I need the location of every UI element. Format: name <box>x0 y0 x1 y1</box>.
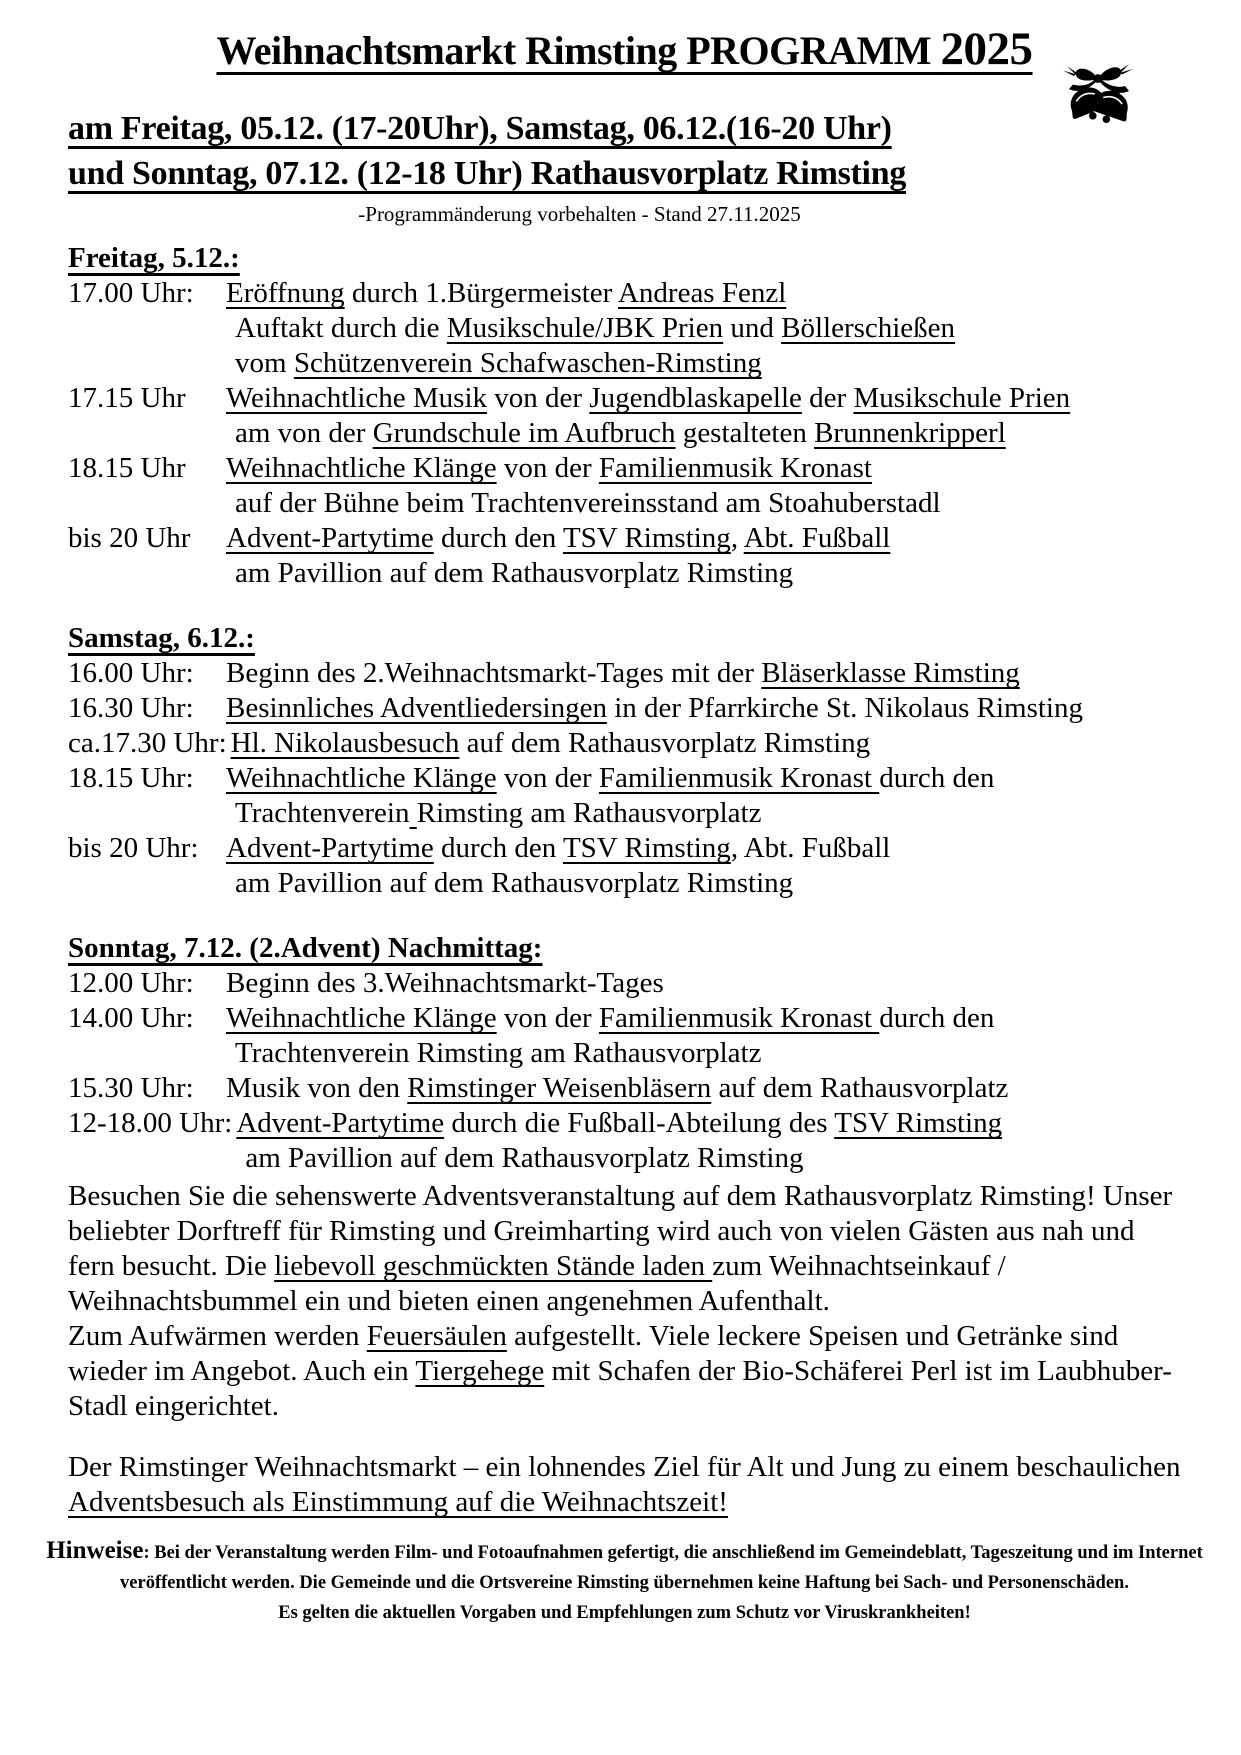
event-line: Advent-Partytime durch den TSV Rimsting, Abt. Fußball <box>226 522 891 555</box>
event-line: Musik von den Rimstinger Weisenbläsern auf dem Rathausvorplatz <box>226 1072 1009 1105</box>
hints-line: Es gelten die aktuellen Vorgaben und Empfehlungen zum Schutz vor Viruskrankheiten! <box>278 1603 971 1624</box>
event-line: Advent-Partytime durch den TSV Rimsting, Abt. Fußball <box>226 832 891 865</box>
event-line: Auftakt durch die Musikschule/JBK Prien und Böllerschießen <box>235 312 956 345</box>
event-line: Beginn des 2.Weihnachtsmarkt-Tages mit der Bläserklasse Rimsting <box>226 657 1020 690</box>
event-description <box>226 1001 1181 1071</box>
event-line: am Pavillion auf dem Rathausvorplatz Rimsting <box>235 867 794 900</box>
event-description <box>226 1071 1181 1106</box>
section-heading: Samstag, 6.12.: <box>68 622 255 655</box>
event-line: Trachtenverein Rimsting am Rathausvorplatz <box>235 797 762 830</box>
body-paragraph: Zum Aufwärmen werden Feuersäulen aufgestellt. Viele leckere Speisen und Getränke sind wieder im Angebot. Auch ein Tiergehege mit Schafen der Bio-Schäferei Perl ist im Laubhuber-Stadl eingerichtet. <box>68 1320 1172 1423</box>
event-time: 17.15 Uhr <box>68 382 186 415</box>
hints-line <box>44 1536 1205 1568</box>
section-heading: Sonntag, 7.12. (2.Advent) Nachmittag: <box>68 932 543 965</box>
schedule-row <box>68 656 1181 691</box>
event-description <box>236 1106 1181 1176</box>
program-change-notice: -Programmänderung vorbehalten - Stand 27.11.2025 <box>358 202 801 227</box>
event-dates-heading <box>68 106 1181 196</box>
event-time: 15.30 Uhr: <box>68 1072 194 1105</box>
event-description <box>231 726 1181 761</box>
event-time: 17.00 Uhr: <box>68 277 194 310</box>
page-title <box>68 22 1181 76</box>
event-line: Weihnachtliche Klänge von der Familienmusik Kronast durch den <box>226 1002 995 1035</box>
event-line: Hl. Nikolausbesuch auf dem Rathausvorplatz Rimsting <box>230 727 871 760</box>
event-line: Weihnachtliche Klänge von der Familienmusik Kronast <box>226 452 872 485</box>
body-paragraph: Besuchen Sie die sehenswerte Adventsveranstaltung auf dem Rathausvorplatz Rimsting! Unser beliebter Dorftreff für Rimsting und Greimharting wird auch von vielen Gästen aus nah und fern besucht. Die liebevoll geschmückten Stände laden zum Weihnachtseinkauf / Weihnachtsbummel ein und bieten einen angenehmen Aufenthalt. <box>68 1180 1173 1318</box>
event-description <box>226 656 1181 691</box>
schedule-row <box>68 831 1181 901</box>
section-heading: Freitag, 5.12.: <box>68 242 240 275</box>
event-line: Beginn des 3.Weihnachtsmarkt-Tages <box>226 967 664 1000</box>
event-description <box>226 451 1181 521</box>
hints-line: veröffentlicht werden. Die Gemeinde und die Ortsvereine Rimsting übernehmen keine Haftung bei Sach- und Personenschäden. <box>120 1573 1129 1594</box>
event-time: 16.30 Uhr: <box>68 692 194 725</box>
title-year: 2025 <box>940 23 1033 75</box>
section-sonntag <box>68 931 1181 1176</box>
subtitle-line-2: und Sonntag, 07.12. (12-18 Uhr) Rathausvorplatz Rimsting <box>68 155 907 193</box>
bells-icon <box>1046 64 1150 144</box>
closing-paragraph: Der Rimstinger Weihnachtsmarkt – ein lohnendes Ziel für Alt und Jung zu einem beschaulichen Adventsbesuch als Einstimmung auf die Weihnachtszeit! <box>68 1451 1181 1519</box>
event-line: am von der Grundschule im Aufbruch gestalteten Brunnenkripperl <box>235 417 1006 450</box>
schedule-row <box>68 1071 1181 1106</box>
event-line: Weihnachtliche Musik von der Jugendblaskapelle der Musikschule Prien <box>226 382 1071 415</box>
event-time: 18.15 Uhr <box>68 452 186 485</box>
hints-footer <box>44 1536 1205 1628</box>
schedule-row <box>68 761 1181 831</box>
schedule-row <box>68 966 1181 1001</box>
event-line: Weihnachtliche Klänge von der Familienmusik Kronast durch den <box>226 762 995 795</box>
hints-label: Hinweise <box>46 1537 144 1565</box>
hints-text: : Bei der Veranstaltung werden Film- und Fotoaufnahmen gefertigt, die anschließend im Gemeindeblatt, Tageszeitung und im Internet <box>143 1543 1203 1564</box>
event-line: Trachtenverein Rimsting am Rathausvorplatz <box>235 1037 762 1070</box>
subtitle-line-1: am Freitag, 05.12. (17-20Uhr), Samstag, 06.12.(16-20 Uhr) <box>68 110 892 148</box>
event-description <box>226 276 1181 381</box>
event-time: 16.00 Uhr: <box>68 657 194 690</box>
schedule-row <box>68 521 1181 591</box>
event-description <box>226 966 1181 1001</box>
event-line: Eröffnung durch 1.Bürgermeister Andreas Fenzl <box>226 277 787 310</box>
section-freitag <box>68 241 1181 591</box>
event-time: 14.00 Uhr: <box>68 1002 194 1035</box>
event-line: Besinnliches Adventliedersingen in der Pfarrkirche St. Nikolaus Rimsting <box>226 692 1083 725</box>
event-time: 12.00 Uhr: <box>68 967 194 1000</box>
schedule-row <box>68 1001 1181 1071</box>
event-line: Advent-Partytime durch die Fußball-Abteilung des TSV Rimsting <box>236 1107 1003 1140</box>
section-samstag <box>68 621 1181 901</box>
schedule-row <box>68 381 1181 451</box>
event-time: ca.17.30 Uhr: <box>68 727 227 760</box>
event-time: bis 20 Uhr <box>68 522 191 555</box>
title-text: Weihnachtsmarkt Rimsting PROGRAMM <box>216 28 941 73</box>
schedule-row <box>68 1106 1181 1176</box>
event-time: 18.15 Uhr: <box>68 762 194 795</box>
schedule-row <box>68 451 1181 521</box>
event-time: 12-18.00 Uhr: <box>68 1107 233 1140</box>
event-description <box>226 761 1181 831</box>
schedule-row <box>68 691 1181 726</box>
event-line: am Pavillion auf dem Rathausvorplatz Rimsting <box>235 557 794 590</box>
event-time: bis 20 Uhr: <box>68 832 199 865</box>
body-text <box>68 1179 1181 1520</box>
event-line: am Pavillion auf dem Rathausvorplatz Rimsting <box>245 1142 804 1175</box>
event-line: auf der Bühne beim Trachtenvereinsstand am Stoahuberstadl <box>235 487 941 520</box>
event-description <box>226 381 1181 451</box>
schedule-row <box>68 276 1181 381</box>
event-description <box>226 691 1181 726</box>
event-description <box>226 521 1181 591</box>
schedule-row <box>68 726 1181 761</box>
event-description <box>226 831 1181 901</box>
event-line: vom Schützenverein Schafwaschen-Rimsting <box>235 347 762 380</box>
